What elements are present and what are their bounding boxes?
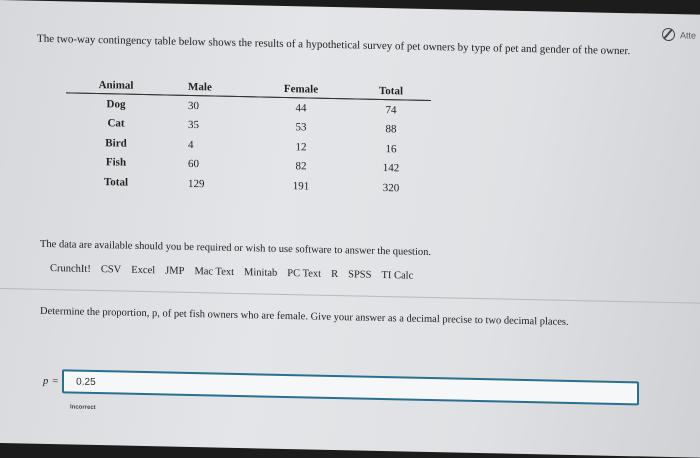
table-cell: 16 <box>385 142 397 156</box>
table-cell: 12 <box>295 140 307 154</box>
table-cell: 74 <box>385 103 397 117</box>
column-header: Total <box>378 84 404 98</box>
table-cell: 191 <box>292 179 310 193</box>
answer-input-value: 0.25 <box>76 376 96 388</box>
column-header: Animal <box>98 79 134 92</box>
answer-input[interactable] <box>62 369 639 405</box>
column-header: Female <box>283 82 319 96</box>
answer-variable-label: p <box>43 375 49 387</box>
section-divider <box>0 288 700 304</box>
table-cell: Bird <box>105 136 127 150</box>
table-cell: 142 <box>382 162 400 175</box>
tool-link-minitab[interactable]: Minitab <box>244 267 278 279</box>
table-cell: 4 <box>188 138 194 151</box>
attempt-label: Atte <box>679 29 696 41</box>
table-cell: 320 <box>382 181 400 195</box>
table-cell: 60 <box>188 158 199 171</box>
table-cell: 129 <box>188 177 205 191</box>
attempt-status-icon <box>662 28 675 41</box>
tool-link-crunchit[interactable]: CrunchIt! <box>50 263 91 275</box>
table-cell: 82 <box>295 160 307 173</box>
table-cell: Total <box>103 175 129 189</box>
tool-link-spss[interactable]: SPSS <box>348 269 372 281</box>
question-text: Determine the proportion, p, of pet fish owners who are female. Give your answer as a decimal precise to two decimal places. <box>40 305 569 328</box>
answer-equals-sign: = <box>52 375 59 387</box>
table-cell: Cat <box>107 117 125 130</box>
table-cell: Dog <box>106 97 126 111</box>
attempt-indicator[interactable] <box>662 28 696 42</box>
tool-link-ti-calc[interactable]: TI Calc <box>381 269 414 282</box>
table-cell: 53 <box>295 121 307 134</box>
tool-link-pc-text[interactable]: PC Text <box>287 268 322 280</box>
table-cell: 44 <box>295 101 307 115</box>
software-links <box>50 263 413 282</box>
column-header: Male <box>188 80 212 94</box>
tool-link-mac-text[interactable]: Mac Text <box>194 266 235 278</box>
table-cell: 35 <box>188 119 199 132</box>
availability-text: The data are available should you be required or wish to use software to answer the question. <box>40 238 432 259</box>
contingency-table <box>66 76 431 198</box>
tool-link-excel[interactable]: Excel <box>131 264 156 277</box>
tool-link-csv[interactable]: CSV <box>100 264 122 276</box>
table-cell: 88 <box>385 123 397 136</box>
tool-link-r[interactable]: R <box>331 268 339 281</box>
intro-text: The two-way contingency table below shows the results of a hypothetical survey of pet owners by type of pet and gender of the owner. <box>37 32 631 58</box>
table-cell: 30 <box>188 99 199 112</box>
tool-link-jmp[interactable]: JMP <box>165 265 185 277</box>
table-cell: Fish <box>105 156 127 169</box>
answer-row <box>43 369 639 405</box>
feedback-incorrect: Incorrect <box>70 404 96 412</box>
